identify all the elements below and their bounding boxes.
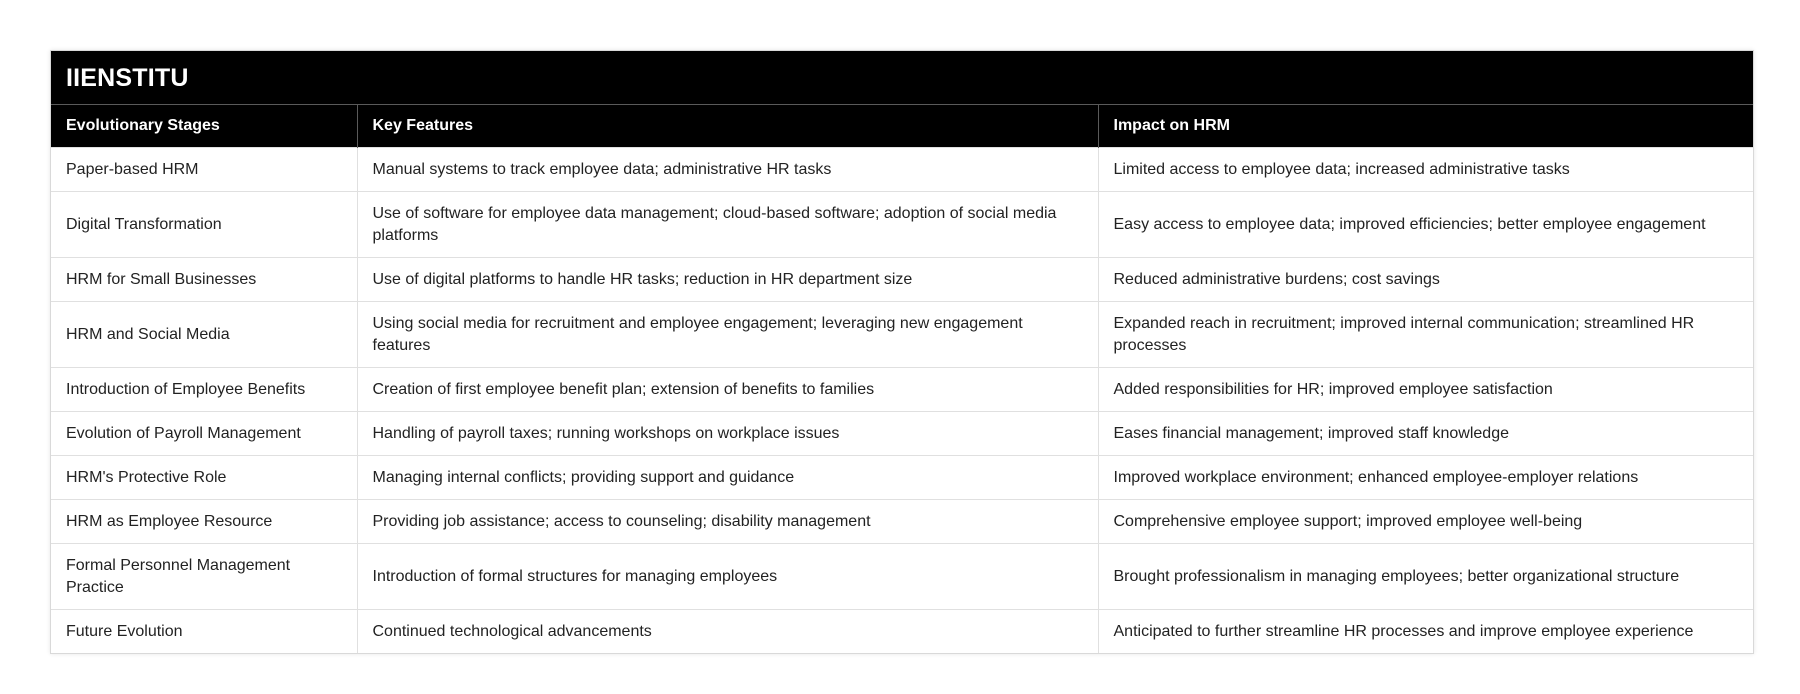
features-cell: Continued technological advancements xyxy=(357,609,1098,653)
impact-cell: Improved workplace environment; enhanced employee-employer relations xyxy=(1098,455,1753,499)
table-row xyxy=(51,257,1753,301)
impact-cell: Easy access to employee data; improved efficiencies; better employee engagement xyxy=(1098,191,1753,257)
stage-cell: Future Evolution xyxy=(51,609,357,653)
features-cell: Use of software for employee data management; cloud-based software; adoption of social media platforms xyxy=(357,191,1098,257)
stage-cell: HRM for Small Businesses xyxy=(51,257,357,301)
impact-cell: Anticipated to further streamline HR processes and improve employee experience xyxy=(1098,609,1753,653)
table-row xyxy=(51,147,1753,191)
features-cell: Providing job assistance; access to counseling; disability management xyxy=(357,499,1098,543)
table-row xyxy=(51,543,1753,609)
features-cell: Creation of first employee benefit plan; extension of benefits to families xyxy=(357,367,1098,411)
stage-cell: Digital Transformation xyxy=(51,191,357,257)
header-evolutionary-stages: Evolutionary Stages xyxy=(51,105,357,147)
stage-cell: Introduction of Employee Benefits xyxy=(51,367,357,411)
table-header-row xyxy=(51,105,1753,147)
impact-cell: Expanded reach in recruitment; improved internal communication; streamlined HR processes xyxy=(1098,301,1753,367)
features-cell: Use of digital platforms to handle HR tasks; reduction in HR department size xyxy=(357,257,1098,301)
stage-cell: HRM's Protective Role xyxy=(51,455,357,499)
table-row xyxy=(51,367,1753,411)
features-cell: Using social media for recruitment and employee engagement; leveraging new engagement features xyxy=(357,301,1098,367)
stage-cell: HRM and Social Media xyxy=(51,301,357,367)
header-key-features: Key Features xyxy=(357,105,1098,147)
stage-cell: HRM as Employee Resource xyxy=(51,499,357,543)
header-impact-on-hrm: Impact on HRM xyxy=(1098,105,1753,147)
stage-cell: Paper-based HRM xyxy=(51,147,357,191)
features-cell: Manual systems to track employee data; administrative HR tasks xyxy=(357,147,1098,191)
features-cell: Handling of payroll taxes; running workshops on workplace issues xyxy=(357,411,1098,455)
stage-cell: Evolution of Payroll Management xyxy=(51,411,357,455)
impact-cell: Eases financial management; improved staff knowledge xyxy=(1098,411,1753,455)
hrm-evolution-table xyxy=(51,105,1753,653)
brand-title: IIENSTITU xyxy=(51,51,1753,105)
table-row xyxy=(51,191,1753,257)
impact-cell: Brought professionalism in managing employees; better organizational structure xyxy=(1098,543,1753,609)
table-row xyxy=(51,301,1753,367)
features-cell: Managing internal conflicts; providing support and guidance xyxy=(357,455,1098,499)
impact-cell: Limited access to employee data; increased administrative tasks xyxy=(1098,147,1753,191)
impact-cell: Added responsibilities for HR; improved employee satisfaction xyxy=(1098,367,1753,411)
impact-cell: Reduced administrative burdens; cost savings xyxy=(1098,257,1753,301)
table-row xyxy=(51,455,1753,499)
impact-cell: Comprehensive employee support; improved employee well-being xyxy=(1098,499,1753,543)
features-cell: Introduction of formal structures for managing employees xyxy=(357,543,1098,609)
hrm-evolution-table-container xyxy=(50,50,1754,654)
stage-cell: Formal Personnel Management Practice xyxy=(51,543,357,609)
table-row xyxy=(51,499,1753,543)
table-row xyxy=(51,411,1753,455)
table-row xyxy=(51,609,1753,653)
